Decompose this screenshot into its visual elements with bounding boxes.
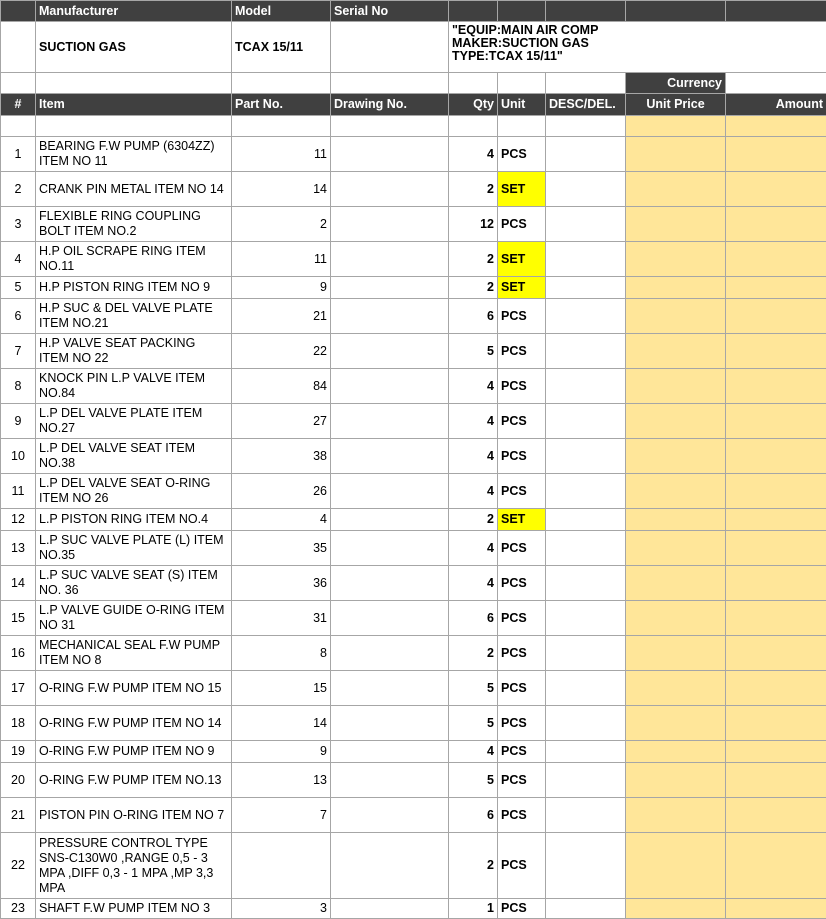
part-no-cell[interactable]: 8 — [232, 636, 331, 671]
item-cell[interactable]: H.P PISTON RING ITEM NO 9 — [36, 277, 232, 299]
blank-cell — [36, 73, 232, 94]
table-row — [1, 566, 826, 601]
item-cell[interactable]: BEARING F.W PUMP (6304ZZ) ITEM NO 11 — [36, 137, 232, 172]
column-header-qty: Qty — [449, 94, 498, 116]
blank-cell — [449, 1, 498, 22]
amount-cell[interactable] — [726, 566, 826, 601]
row-number: 14 — [1, 566, 36, 601]
part-no-cell[interactable] — [232, 833, 331, 899]
item-cell[interactable]: O-RING F.W PUMP ITEM NO 15 — [36, 671, 232, 706]
drawing-no-cell[interactable] — [331, 172, 449, 207]
item-cell[interactable]: SHAFT F.W PUMP ITEM NO 3 — [36, 899, 232, 919]
desc-cell[interactable] — [546, 899, 626, 919]
item-cell[interactable]: O-RING F.W PUMP ITEM NO 9 — [36, 741, 232, 763]
row-number: 2 — [1, 172, 36, 207]
amount-cell[interactable] — [726, 277, 826, 299]
amount-cell[interactable] — [726, 706, 826, 741]
part-no-cell[interactable]: 21 — [232, 299, 331, 334]
amount-cell[interactable] — [726, 798, 826, 833]
drawing-no-cell[interactable] — [331, 474, 449, 509]
unit-price-cell[interactable] — [626, 671, 726, 706]
drawing-no-cell[interactable] — [331, 299, 449, 334]
row-number: 10 — [1, 439, 36, 474]
unit-price-cell[interactable] — [626, 601, 726, 636]
amount-cell[interactable] — [726, 242, 826, 277]
desc-cell[interactable] — [546, 741, 626, 763]
serial-value[interactable] — [331, 22, 449, 73]
column-header-price: Unit Price — [626, 94, 726, 116]
qty-cell[interactable]: 5 — [449, 334, 498, 369]
part-no-cell[interactable]: 38 — [232, 439, 331, 474]
qty-cell[interactable]: 2 — [449, 277, 498, 299]
row-number: 23 — [1, 899, 36, 919]
desc-cell[interactable] — [546, 531, 626, 566]
currency-label: Currency — [626, 73, 726, 94]
unit-cell[interactable]: PCS — [498, 833, 546, 899]
blank-cell — [498, 116, 546, 137]
item-cell[interactable]: H.P VALVE SEAT PACKING ITEM NO 22 — [36, 334, 232, 369]
blank-cell — [626, 116, 726, 137]
blank-cell — [726, 116, 826, 137]
blank-cell — [726, 1, 826, 22]
table-row — [1, 636, 826, 671]
drawing-no-cell[interactable] — [331, 404, 449, 439]
unit-price-cell[interactable] — [626, 299, 726, 334]
row-number: 20 — [1, 763, 36, 798]
drawing-no-cell[interactable] — [331, 207, 449, 242]
item-cell[interactable]: L.P SUC VALVE PLATE (L) ITEM NO.35 — [36, 531, 232, 566]
column-header-drawing: Drawing No. — [331, 94, 449, 116]
table-row — [1, 207, 826, 242]
unit-price-cell[interactable] — [626, 566, 726, 601]
desc-cell[interactable] — [546, 277, 626, 299]
serial-label: Serial No — [331, 1, 449, 22]
amount-cell[interactable] — [726, 601, 826, 636]
amount-cell[interactable] — [726, 439, 826, 474]
part-no-cell[interactable]: 9 — [232, 741, 331, 763]
unit-cell[interactable]: PCS — [498, 531, 546, 566]
unit-price-cell[interactable] — [626, 207, 726, 242]
desc-cell[interactable] — [546, 566, 626, 601]
unit-price-cell[interactable] — [626, 531, 726, 566]
item-cell[interactable]: L.P PISTON RING ITEM NO.4 — [36, 509, 232, 531]
qty-cell[interactable]: 6 — [449, 798, 498, 833]
drawing-no-cell[interactable] — [331, 741, 449, 763]
amount-cell[interactable] — [726, 509, 826, 531]
blank-cell[interactable] — [1, 22, 36, 73]
manufacturer-value[interactable]: SUCTION GAS — [36, 22, 232, 73]
row-number: 18 — [1, 706, 36, 741]
unit-price-cell[interactable] — [626, 899, 726, 919]
amount-cell[interactable] — [726, 207, 826, 242]
table-row — [1, 369, 826, 404]
desc-cell[interactable] — [546, 474, 626, 509]
row-number: 6 — [1, 299, 36, 334]
row-number: 7 — [1, 334, 36, 369]
drawing-no-cell[interactable] — [331, 706, 449, 741]
qty-cell[interactable]: 4 — [449, 741, 498, 763]
part-no-cell[interactable]: 14 — [232, 172, 331, 207]
unit-price-cell[interactable] — [626, 833, 726, 899]
part-no-cell[interactable]: 7 — [232, 798, 331, 833]
drawing-no-cell[interactable] — [331, 833, 449, 899]
drawing-no-cell[interactable] — [331, 531, 449, 566]
amount-cell[interactable] — [726, 369, 826, 404]
table-row — [1, 404, 826, 439]
item-cell[interactable]: PRESSURE CONTROL TYPE SNS-C130W0 ,RANGE 0,5 - 3 MPA ,DIFF 0,3 - 1 MPA ,MP 3,3 MPA — [36, 833, 232, 899]
desc-cell[interactable] — [546, 763, 626, 798]
part-no-cell[interactable]: 27 — [232, 404, 331, 439]
part-no-cell[interactable]: 84 — [232, 369, 331, 404]
column-header-part: Part No. — [232, 94, 331, 116]
amount-cell[interactable] — [726, 636, 826, 671]
currency-value[interactable] — [726, 73, 826, 94]
table-row — [1, 474, 826, 509]
table-row — [1, 763, 826, 798]
unit-price-cell[interactable] — [626, 334, 726, 369]
drawing-no-cell[interactable] — [331, 763, 449, 798]
drawing-no-cell[interactable] — [331, 899, 449, 919]
blank-cell — [626, 1, 726, 22]
table-row — [1, 277, 826, 299]
item-cell[interactable]: O-RING F.W PUMP ITEM NO.13 — [36, 763, 232, 798]
equip-line: "EQUIP:MAIN AIR COMP — [452, 23, 598, 37]
drawing-no-cell[interactable] — [331, 334, 449, 369]
desc-cell[interactable] — [546, 671, 626, 706]
unit-cell[interactable]: SET — [498, 509, 546, 531]
drawing-no-cell[interactable] — [331, 509, 449, 531]
desc-cell[interactable] — [546, 798, 626, 833]
blank-cell — [232, 73, 331, 94]
desc-cell[interactable] — [546, 137, 626, 172]
qty-cell[interactable]: 2 — [449, 509, 498, 531]
unit-cell[interactable]: PCS — [498, 671, 546, 706]
unit-price-cell[interactable] — [626, 474, 726, 509]
item-rows — [1, 137, 826, 919]
table-row — [1, 671, 826, 706]
equip-line: TYPE:TCAX 15/11" — [452, 49, 563, 63]
desc-cell[interactable] — [546, 706, 626, 741]
desc-cell[interactable] — [546, 439, 626, 474]
part-no-cell[interactable]: 35 — [232, 531, 331, 566]
drawing-no-cell[interactable] — [331, 601, 449, 636]
blank-cell — [498, 73, 546, 94]
qty-cell[interactable]: 4 — [449, 474, 498, 509]
table-row — [1, 242, 826, 277]
table-row — [1, 833, 826, 899]
blank-cell — [232, 116, 331, 137]
part-no-cell[interactable]: 3 — [232, 899, 331, 919]
table-row — [1, 798, 826, 833]
part-no-cell[interactable]: 22 — [232, 334, 331, 369]
unit-cell[interactable]: PCS — [498, 798, 546, 833]
item-cell[interactable]: CRANK PIN METAL ITEM NO 14 — [36, 172, 232, 207]
top-header-row — [1, 1, 826, 22]
column-header-row — [1, 94, 826, 116]
blank-cell — [546, 116, 626, 137]
info-row — [1, 22, 826, 73]
item-cell[interactable]: H.P SUC & DEL VALVE PLATE ITEM NO.21 — [36, 299, 232, 334]
blank-cell — [498, 1, 546, 22]
unit-cell[interactable]: SET — [498, 277, 546, 299]
desc-cell[interactable] — [546, 369, 626, 404]
amount-cell[interactable] — [726, 172, 826, 207]
row-number: 22 — [1, 833, 36, 899]
column-header-desc: DESC/DEL. — [546, 94, 626, 116]
unit-price-cell[interactable] — [626, 798, 726, 833]
part-no-cell[interactable]: 4 — [232, 509, 331, 531]
qty-cell[interactable]: 2 — [449, 833, 498, 899]
qty-cell[interactable]: 4 — [449, 369, 498, 404]
equipment-description[interactable] — [449, 22, 826, 73]
unit-cell[interactable]: PCS — [498, 636, 546, 671]
desc-cell[interactable] — [546, 404, 626, 439]
unit-cell[interactable]: PCS — [498, 369, 546, 404]
unit-cell[interactable]: PCS — [498, 474, 546, 509]
desc-cell[interactable] — [546, 172, 626, 207]
drawing-no-cell[interactable] — [331, 798, 449, 833]
row-number: 3 — [1, 207, 36, 242]
unit-price-cell[interactable] — [626, 137, 726, 172]
desc-cell[interactable] — [546, 636, 626, 671]
unit-price-cell[interactable] — [626, 369, 726, 404]
drawing-no-cell[interactable] — [331, 369, 449, 404]
desc-cell[interactable] — [546, 207, 626, 242]
qty-cell[interactable]: 1 — [449, 899, 498, 919]
drawing-no-cell[interactable] — [331, 277, 449, 299]
unit-price-cell[interactable] — [626, 741, 726, 763]
row-number: 16 — [1, 636, 36, 671]
blank-cell — [1, 116, 36, 137]
qty-cell[interactable]: 12 — [449, 207, 498, 242]
item-cell[interactable]: MECHANICAL SEAL F.W PUMP ITEM NO 8 — [36, 636, 232, 671]
item-cell[interactable]: O-RING F.W PUMP ITEM NO 14 — [36, 706, 232, 741]
spacer-row — [1, 116, 826, 137]
table-row — [1, 509, 826, 531]
drawing-no-cell[interactable] — [331, 671, 449, 706]
row-number: 5 — [1, 277, 36, 299]
amount-cell[interactable] — [726, 474, 826, 509]
unit-price-cell[interactable] — [626, 763, 726, 798]
unit-cell[interactable]: PCS — [498, 899, 546, 919]
model-value[interactable]: TCAX 15/11 — [232, 22, 331, 73]
unit-cell[interactable]: SET — [498, 242, 546, 277]
qty-cell[interactable]: 6 — [449, 299, 498, 334]
item-cell[interactable]: PISTON PIN O-RING ITEM NO 7 — [36, 798, 232, 833]
item-cell[interactable]: L.P DEL VALVE SEAT O-RING ITEM NO 26 — [36, 474, 232, 509]
amount-cell[interactable] — [726, 531, 826, 566]
unit-cell[interactable]: PCS — [498, 207, 546, 242]
desc-cell[interactable] — [546, 242, 626, 277]
blank-cell — [1, 73, 36, 94]
manufacturer-label: Manufacturer — [36, 1, 232, 22]
item-cell[interactable]: L.P VALVE GUIDE O-RING ITEM NO 31 — [36, 601, 232, 636]
amount-cell[interactable] — [726, 741, 826, 763]
blank-cell — [546, 73, 626, 94]
unit-cell[interactable]: SET — [498, 172, 546, 207]
model-label: Model — [232, 1, 331, 22]
row-number: 11 — [1, 474, 36, 509]
item-cell[interactable]: FLEXIBLE RING COUPLING BOLT ITEM NO.2 — [36, 207, 232, 242]
row-number: 17 — [1, 671, 36, 706]
unit-price-cell[interactable] — [626, 172, 726, 207]
amount-cell[interactable] — [726, 899, 826, 919]
column-header-unit: Unit — [498, 94, 546, 116]
column-header-num: # — [1, 94, 36, 116]
unit-cell[interactable]: PCS — [498, 404, 546, 439]
table-row — [1, 137, 826, 172]
blank-cell — [546, 1, 626, 22]
table-row — [1, 741, 826, 763]
table-row — [1, 172, 826, 207]
qty-cell[interactable]: 4 — [449, 531, 498, 566]
qty-cell[interactable]: 5 — [449, 671, 498, 706]
qty-cell[interactable]: 2 — [449, 242, 498, 277]
unit-cell[interactable]: PCS — [498, 601, 546, 636]
column-header-item: Item — [36, 94, 232, 116]
currency-row — [1, 73, 826, 94]
part-no-cell[interactable]: 11 — [232, 242, 331, 277]
unit-price-cell[interactable] — [626, 509, 726, 531]
desc-cell[interactable] — [546, 833, 626, 899]
qty-cell[interactable]: 5 — [449, 706, 498, 741]
row-number: 21 — [1, 798, 36, 833]
unit-cell[interactable]: PCS — [498, 741, 546, 763]
part-no-cell[interactable]: 11 — [232, 137, 331, 172]
qty-cell[interactable]: 6 — [449, 601, 498, 636]
amount-cell[interactable] — [726, 404, 826, 439]
row-number: 15 — [1, 601, 36, 636]
row-number: 1 — [1, 137, 36, 172]
item-cell[interactable]: KNOCK PIN L.P VALVE ITEM NO.84 — [36, 369, 232, 404]
desc-cell[interactable] — [546, 509, 626, 531]
row-number: 12 — [1, 509, 36, 531]
unit-price-cell[interactable] — [626, 439, 726, 474]
row-number: 8 — [1, 369, 36, 404]
part-no-cell[interactable]: 31 — [232, 601, 331, 636]
part-no-cell[interactable]: 14 — [232, 706, 331, 741]
amount-cell[interactable] — [726, 763, 826, 798]
amount-cell[interactable] — [726, 299, 826, 334]
table-row — [1, 601, 826, 636]
qty-cell[interactable]: 2 — [449, 636, 498, 671]
blank-cell — [449, 116, 498, 137]
row-number: 4 — [1, 242, 36, 277]
item-cell[interactable]: L.P DEL VALVE SEAT ITEM NO.38 — [36, 439, 232, 474]
part-no-cell[interactable]: 26 — [232, 474, 331, 509]
row-number: 19 — [1, 741, 36, 763]
blank-cell — [1, 1, 36, 22]
equip-line: MAKER:SUCTION GAS — [452, 36, 589, 50]
unit-cell[interactable]: PCS — [498, 299, 546, 334]
unit-price-cell[interactable] — [626, 636, 726, 671]
item-cell[interactable]: H.P OIL SCRAPE RING ITEM NO.11 — [36, 242, 232, 277]
unit-price-cell[interactable] — [626, 404, 726, 439]
amount-cell[interactable] — [726, 334, 826, 369]
part-no-cell[interactable]: 2 — [232, 207, 331, 242]
amount-cell[interactable] — [726, 671, 826, 706]
part-no-cell[interactable]: 13 — [232, 763, 331, 798]
table-row — [1, 706, 826, 741]
qty-cell[interactable]: 4 — [449, 439, 498, 474]
part-no-cell[interactable]: 15 — [232, 671, 331, 706]
part-no-cell[interactable]: 9 — [232, 277, 331, 299]
column-header-amount: Amount — [726, 94, 826, 116]
qty-cell[interactable]: 4 — [449, 137, 498, 172]
blank-cell — [331, 116, 449, 137]
qty-cell[interactable]: 4 — [449, 566, 498, 601]
table-row — [1, 531, 826, 566]
drawing-no-cell[interactable] — [331, 636, 449, 671]
table-row — [1, 299, 826, 334]
desc-cell[interactable] — [546, 299, 626, 334]
blank-cell — [449, 73, 498, 94]
table-row — [1, 334, 826, 369]
drawing-no-cell[interactable] — [331, 242, 449, 277]
item-cell[interactable]: L.P SUC VALVE SEAT (S) ITEM NO. 36 — [36, 566, 232, 601]
qty-cell[interactable]: 5 — [449, 763, 498, 798]
table-row — [1, 439, 826, 474]
unit-price-cell[interactable] — [626, 706, 726, 741]
table-row — [1, 899, 826, 919]
desc-cell[interactable] — [546, 601, 626, 636]
part-no-cell[interactable]: 36 — [232, 566, 331, 601]
unit-cell[interactable]: PCS — [498, 137, 546, 172]
row-number: 9 — [1, 404, 36, 439]
item-cell[interactable]: L.P DEL VALVE PLATE ITEM NO.27 — [36, 404, 232, 439]
row-number: 13 — [1, 531, 36, 566]
qty-cell[interactable]: 4 — [449, 404, 498, 439]
unit-price-cell[interactable] — [626, 242, 726, 277]
unit-cell[interactable]: PCS — [498, 566, 546, 601]
drawing-no-cell[interactable] — [331, 137, 449, 172]
unit-cell[interactable]: PCS — [498, 763, 546, 798]
blank-cell — [36, 116, 232, 137]
unit-cell[interactable]: PCS — [498, 706, 546, 741]
drawing-no-cell[interactable] — [331, 439, 449, 474]
amount-cell[interactable] — [726, 137, 826, 172]
qty-cell[interactable]: 2 — [449, 172, 498, 207]
amount-cell[interactable] — [726, 833, 826, 899]
desc-cell[interactable] — [546, 334, 626, 369]
unit-price-cell[interactable] — [626, 277, 726, 299]
unit-cell[interactable]: PCS — [498, 439, 546, 474]
drawing-no-cell[interactable] — [331, 566, 449, 601]
blank-cell — [331, 73, 449, 94]
unit-cell[interactable]: PCS — [498, 334, 546, 369]
